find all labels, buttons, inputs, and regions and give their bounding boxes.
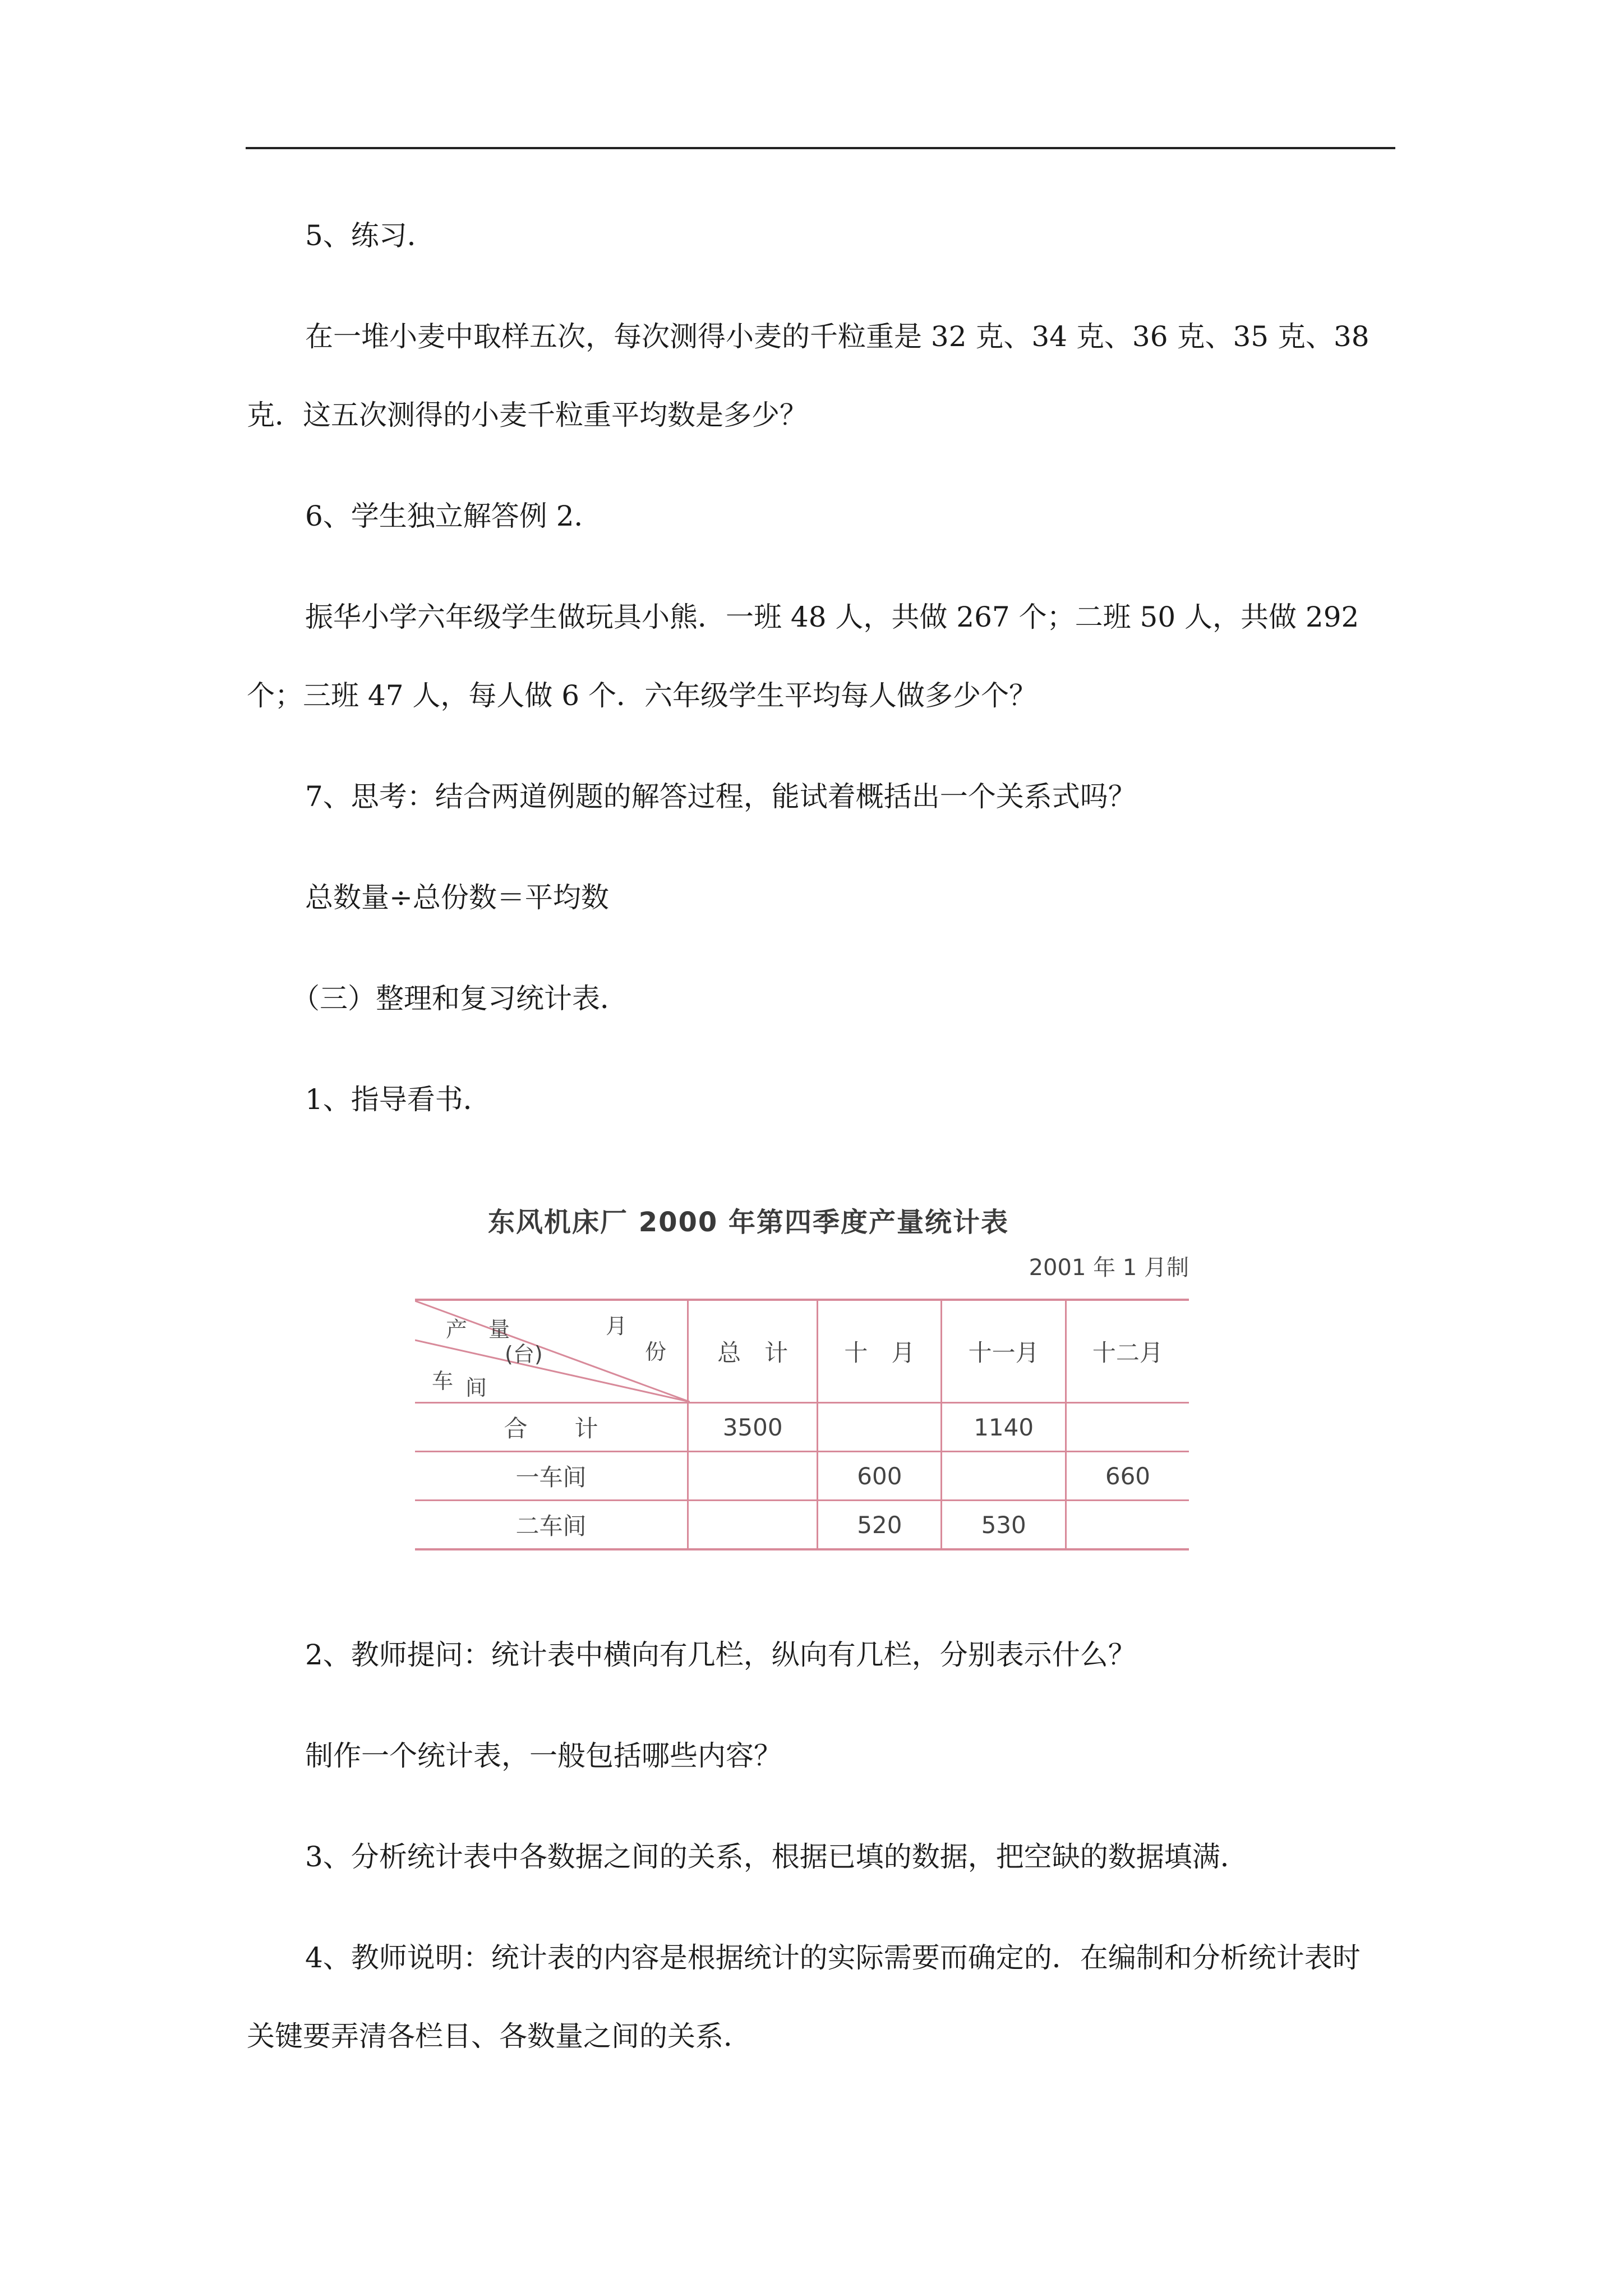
- row-label-workshop-2: 二车间: [415, 1501, 688, 1550]
- text-line: 4、教师说明：统计表的内容是根据统计的实际需要而确定的．在编制和分析统计表时: [305, 1941, 1361, 1974]
- paragraph-example-2-heading: 6、学生独立解答例 2．: [305, 500, 602, 532]
- table-header-row: [415, 1300, 1189, 1403]
- table-cell: 3500: [688, 1403, 818, 1452]
- table-cell: [1066, 1501, 1189, 1550]
- table-cell: [942, 1452, 1066, 1501]
- table-cell: [818, 1403, 942, 1452]
- corner-label-unit: (台): [505, 1342, 543, 1366]
- header-rule: [246, 147, 1395, 149]
- text-line: 在一堆小麦中取样五次，每次测得小麦的千粒重是 32 克、34 克、36 克、35 克、38: [305, 320, 1370, 353]
- table-row: [415, 1501, 1189, 1550]
- corner-label-workshop-2: 间: [465, 1375, 487, 1400]
- table-header-oct: 十 月: [818, 1300, 942, 1403]
- figure-date: 2001 年 1 月制: [1029, 1255, 1189, 1281]
- corner-label-month: 月: [606, 1314, 628, 1338]
- text-line: 关键要弄清各栏目、各数量之间的关系．: [247, 2020, 751, 2053]
- row-label-workshop-1: 一车间: [415, 1452, 688, 1501]
- text-line: 个；三班 47 人，每人做 6 个．六年级学生平均每人做多少个？: [247, 679, 1038, 712]
- table-corner-cell: [415, 1300, 688, 1403]
- paragraph-teacher-explanation-cont: [247, 1986, 1396, 2087]
- paragraph-section-three: （三）整理和复习统计表．: [292, 982, 628, 1015]
- table-header-total: 总 计: [688, 1300, 818, 1403]
- statistics-table-figure: [415, 1200, 1200, 1559]
- table-cell: 600: [818, 1452, 942, 1501]
- table-cell: 660: [1066, 1452, 1189, 1501]
- paragraph-wheat-problem-cont: [247, 365, 1396, 466]
- table-cell: 520: [818, 1501, 942, 1550]
- row-label-total: 合 计: [415, 1403, 688, 1452]
- figure-title: 东风机床厂 2000 年第四季度产量统计表: [488, 1207, 1009, 1238]
- table-cell: [688, 1452, 818, 1501]
- table-cell: 1140: [942, 1403, 1066, 1452]
- paragraph-formula: 总数量÷总份数＝平均数: [305, 881, 609, 914]
- paragraph-bear-problem-cont: [247, 645, 1396, 746]
- table-cell: 530: [942, 1501, 1066, 1550]
- text-line: 克．这五次测得的小麦千粒重平均数是多少？: [247, 399, 808, 431]
- table-row: [415, 1452, 1189, 1501]
- corner-label-workshop: 车: [432, 1369, 454, 1393]
- table-header-nov: 十一月: [942, 1300, 1066, 1403]
- paragraph-guide-reading: 1、指导看书．: [305, 1083, 491, 1116]
- paragraph-analysis: 3、分析统计表中各数据之间的关系，根据已填的数据，把空缺的数据填满．: [305, 1841, 1248, 1873]
- paragraph-think-heading: 7、思考：结合两道例题的解答过程，能试着概括出一个关系式吗？: [305, 780, 1136, 813]
- table-cell: [688, 1501, 818, 1550]
- table-row: [415, 1403, 1189, 1452]
- paragraph-teacher-question: 2、教师提问：统计表中横向有几栏，纵向有几栏，分别表示什么？: [305, 1639, 1136, 1671]
- corner-label-month-2: 份: [645, 1340, 667, 1364]
- table-cell: [1066, 1403, 1189, 1452]
- paragraph-exercise-heading: 5、练习．: [305, 219, 435, 252]
- statistics-table: [415, 1299, 1189, 1550]
- paragraph-table-contents: 制作一个统计表，一般包括哪些内容？: [305, 1740, 782, 1772]
- table-header-dec: 十二月: [1066, 1300, 1189, 1403]
- text-line: 振华小学六年级学生做玩具小熊．一班 48 人，共做 267 个；二班 50 人，共做 292: [305, 601, 1359, 633]
- corner-label-output: 产 量: [446, 1317, 510, 1342]
